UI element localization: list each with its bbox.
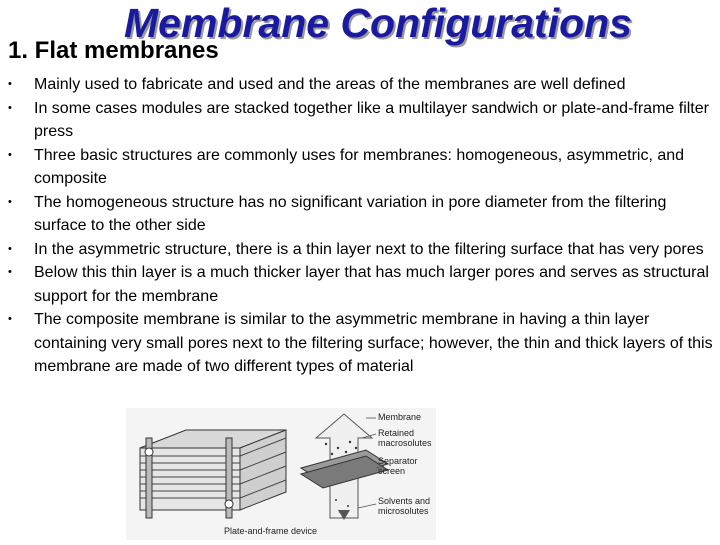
bullet-item [0, 261, 720, 308]
label-separator-1: Separator [378, 456, 418, 466]
label-solvents-2: microsolutes [378, 506, 429, 516]
bullet-dot-icon: • [8, 78, 12, 90]
bullet-list [0, 73, 720, 379]
bullet-item [0, 308, 720, 379]
bullet-text: In the asymmetric structure, there is a thin layer next to the filtering surface that has very pores [34, 240, 704, 258]
bullet-text: In some cases modules are stacked together like a multilayer sandwich or plate-and-frame filter press [34, 99, 709, 140]
membrane-flow-drawing [301, 414, 388, 520]
bullet-dot-icon: • [8, 242, 12, 255]
bullet-text: Below this thin layer is a much thicker layer that has much larger pores and serves as structural support for the membrane [34, 264, 709, 305]
bullet-item [0, 97, 720, 144]
label-retained-2: macrosolutes [378, 438, 432, 448]
bullet-item [0, 144, 720, 191]
label-separator-2: screen [378, 466, 406, 476]
bullet-dot-icon: • [8, 148, 12, 161]
label-solvents-1: Solvents and [378, 496, 431, 506]
bullet-text: The composite membrane is similar to the asymmetric membrane in having a thin layer containing very small pores next to the filtering surface; however, the thin and thick layers of this membrane are made of two different types of material [34, 311, 713, 375]
bullet-item [0, 191, 720, 238]
label-retained-1: Retained [378, 428, 415, 438]
bullet-item [0, 238, 720, 262]
bullet-text: Three basic structures are commonly uses for membranes: homogeneous, asymmetric, and composite [34, 146, 685, 187]
bullet-item [0, 73, 720, 97]
figure-caption: Plate-and-frame device [224, 526, 318, 536]
bullet-dot-icon: • [8, 195, 12, 208]
bullet-text: Mainly used to fabricate and used and the areas of the membranes are well defined [34, 76, 626, 93]
bullet-dot-icon: • [8, 266, 12, 278]
slide-title: Membrane Configurations [124, 0, 632, 46]
bullet-dot-icon: • [8, 101, 12, 114]
plate-stack-drawing [140, 430, 286, 518]
plate-and-frame-figure [126, 408, 436, 540]
label-membrane: Membrane [378, 412, 422, 422]
bullet-text: The homogeneous structure has no significant variation in pore diameter from the filtering surface to the other side [34, 193, 667, 234]
section-heading: 1. Flat membranes [8, 37, 219, 64]
bullet-dot-icon: • [8, 313, 12, 325]
plate-and-frame-illustration [126, 408, 436, 540]
